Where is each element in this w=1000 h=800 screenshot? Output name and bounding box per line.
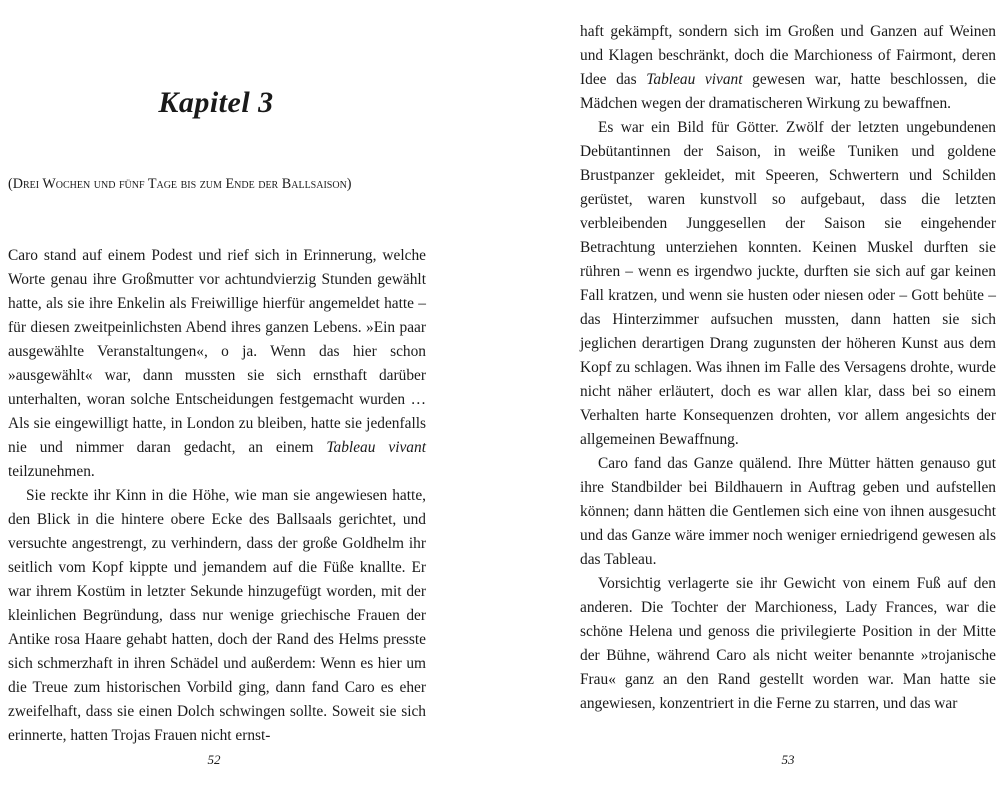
paragraph	[580, 20, 996, 116]
text-run: teilzunehmen.	[8, 463, 95, 480]
right-page	[500, 0, 1000, 800]
chapter-subtitle: (Drei Wochen und fünf Tage bis zum Ende der Ballsaison)	[8, 176, 352, 192]
left-body-text	[8, 244, 426, 748]
chapter-title: Kapitel 3	[158, 86, 274, 119]
paragraph: Vorsichtig verlagerte sie ihr Gewicht von einem Fuß auf den anderen. Die Tochter der Marchioness, Lady Frances, war die schöne Helena und genoss die privilegierte Position in der Mitte der Bühne, während Caro als nicht weiter benannte »trojanische Frau« ganz an den Rand gestellt worden war. Man hatte sie angewiesen, konzentriert in die Ferne zu starren, und das war	[580, 575, 996, 712]
text-run: gewesen war, hatte beschlossen, die Mädchen wegen der dramatischeren Wirkung zu bewaffnen.	[580, 71, 996, 112]
right-body-text	[580, 20, 996, 716]
emphasis: Tableau vivant	[326, 439, 426, 456]
paragraph: Sie reckte ihr Kinn in die Höhe, wie man sie angewiesen hatte, den Blick in die hintere obere Ecke des Ballsaals gerichtet, und versuchte angestrengt, zu verhindern, dass der große Goldhelm ihr seitlich vom Kopf kippte und jemandem auf die Füße knallte. Er war ihrem Kostüm in letzter Sekunde hinzugefügt worden, mit der kleinlichen Begründung, dass nur wenige griechische Frauen der Antike rosa Haare gehabt hatten, doch der Rand des Helms presste sich schmerzhaft in ihren Schädel und außerdem: Wenn es hier um die Treue zum historischen Vorbild ging, dann fand Caro es eher zweifelhaft, dass sie einen Dolch schwingen sollte. Soweit sie sich erinnerte, hatten Trojas Frauen nicht ernst-	[8, 487, 426, 744]
paragraph	[8, 244, 426, 484]
text-run: haft gekämpft, sondern sich im Großen und Ganzen auf Weinen und Klagen beschränkt, doch die Marchioness of Fairmont, deren Idee das	[580, 23, 996, 88]
paragraph: Es war ein Bild für Götter. Zwölf der letzten ungebundenen Debütantinnen der Saison, in weiße Tuniken und goldene Brustpanzer gekleidet, mit Speeren, Schwertern und Schilden gerüstet, waren kunstvoll so aufgebaut, dass die letzten verbleibenden Junggesellen der Saison sie eingehender Betrachtung unterziehen konnten. Keinen Muskel durften sie rühren – wenn es irgendwo juckte, durften sie sich auf gar keinen Fall kratzen, und wenn sie husten oder niesen oder – Gott behüte – das Hinterzimmer aufsuchen mussten, dann hatten sie sich jeglichen derartigen Drang zugunsten der höheren Kunst aus dem Kopf zu schlagen. Was ihnen im Falle des Versagens drohte, wurde nicht näher erläutert, doch es war allen klar, dass bei so einem Verhalten harte Konsequenzen drohten, vor allem angesichts der allgemeinen Bewaffnung.	[580, 119, 996, 448]
paragraph: Caro fand das Ganze quälend. Ihre Mütter hätten genauso gut ihre Standbilder bei Bildhauern in Auftrag geben und aufstellen können; dann hätten die Gentlemen sich eine von ihnen ausgesucht und das Ganze wäre immer noch weniger erniedrigend gewesen als das Tableau.	[580, 455, 996, 568]
page-number-right: 53	[781, 752, 795, 767]
text-run: Caro stand auf einem Podest und rief sich in Erinnerung, welche Worte genau ihre Großmutter vor achtundvierzig Stunden gewählt hatte, als sie ihre Enkelin als Freiwillige hierfür angemeldet hatte – für diesen zweitpeinlichsten Abend ihres ganzen Lebens. »Ein paar ausgewählte Veranstaltungen«, o ja. Wenn das hier schon »ausgewählt« war, dann mussten sie sich ernsthaft darüber unterhalten, woran solche Entscheidungen festgemacht wurden … Als sie eingewilligt hatte, in London zu bleiben, hatte sie jedenfalls nie und nimmer daran gedacht, an einem	[8, 247, 426, 456]
page-number-left: 52	[207, 752, 221, 767]
emphasis: Tableau vivant	[646, 71, 743, 88]
